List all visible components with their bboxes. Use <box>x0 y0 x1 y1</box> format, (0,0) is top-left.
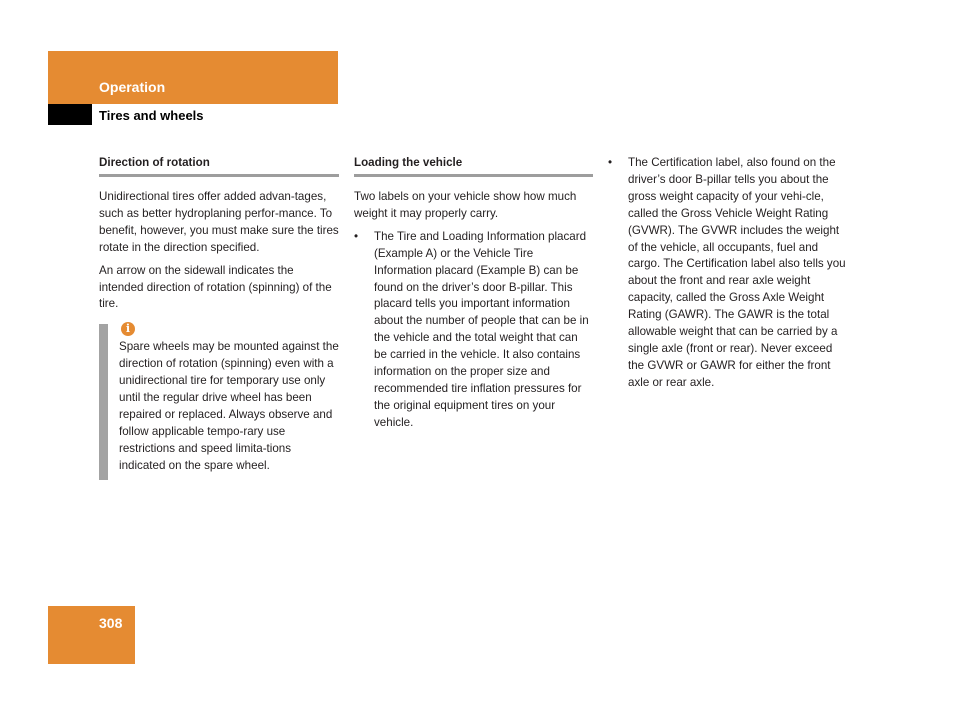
section-title: Operation <box>99 79 166 95</box>
info-icon: i <box>121 322 135 336</box>
subsection-title: Tires and wheels <box>99 108 204 123</box>
paragraph-two-labels: Two labels on your vehicle show how much weight it may properly carry. <box>354 190 577 220</box>
paragraph-unidirectional-tires: Unidirectional tires offer added advan-tages, such as better hydroplaning perfor-mance. To benefit, however, you must make sure the tires rotate in the direction specified. <box>99 190 339 254</box>
page-number: 308 <box>99 615 123 631</box>
list-item <box>608 155 848 392</box>
bullet-text: The Tire and Loading Information placard (Example A) or the Vehicle Tire Information placard (Example B) can be found on the driver’s door B-pillar. This placard tells you important information about the number of people that can be in the vehicle and the total weight that can be carried in the vehicle. It also contains information on the proper size and recommended tire inflation pressures for the original equipment tires on your vehicle. <box>374 229 589 429</box>
header-band <box>48 51 338 104</box>
info-note <box>99 322 339 474</box>
heading-direction-of-rotation: Direction of rotation <box>99 155 339 177</box>
note-text: Spare wheels may be mounted against the direction of rotation (spinning) even with a unidirectional tire for temporary use only until the regular drive wheel has been repaired or replaced. Always observe and follow applicable tempo-rary use restrictions and speed limita-tions indicated on the spare wheel. <box>119 340 339 472</box>
paragraph-sidewall-arrow: An arrow on the sidewall indicates the intended direction of rotation (spinning) of the tire. <box>99 263 332 311</box>
column-direction-of-rotation <box>99 155 339 475</box>
bullet-icon: • <box>608 156 613 169</box>
section-marker-tab <box>48 104 92 125</box>
bullet-text: The Certification label, also found on the driver’s door B-pillar tells you about the gross weight capacity of your vehi-cle, called the Gross Vehicle Weight Rating (GVWR). The GVWR includes the weight of the vehicle, all occupants, fuel and cargo. The Certification label also tells you about the front and rear axle weight capacity, called the Gross Axle Weight Rating (GAWR). The GAWR is the total allowable weight that can be carried by a single axle (front or rear). Never exceed the GVWR or GAWR for either the front axle or rear axle. <box>628 156 846 389</box>
column-certification-label <box>608 155 848 392</box>
heading-loading-the-vehicle: Loading the vehicle <box>354 155 593 177</box>
note-bar <box>99 324 108 480</box>
bullet-icon: • <box>354 229 359 243</box>
list-item <box>354 229 593 432</box>
column-loading-the-vehicle <box>354 155 593 432</box>
